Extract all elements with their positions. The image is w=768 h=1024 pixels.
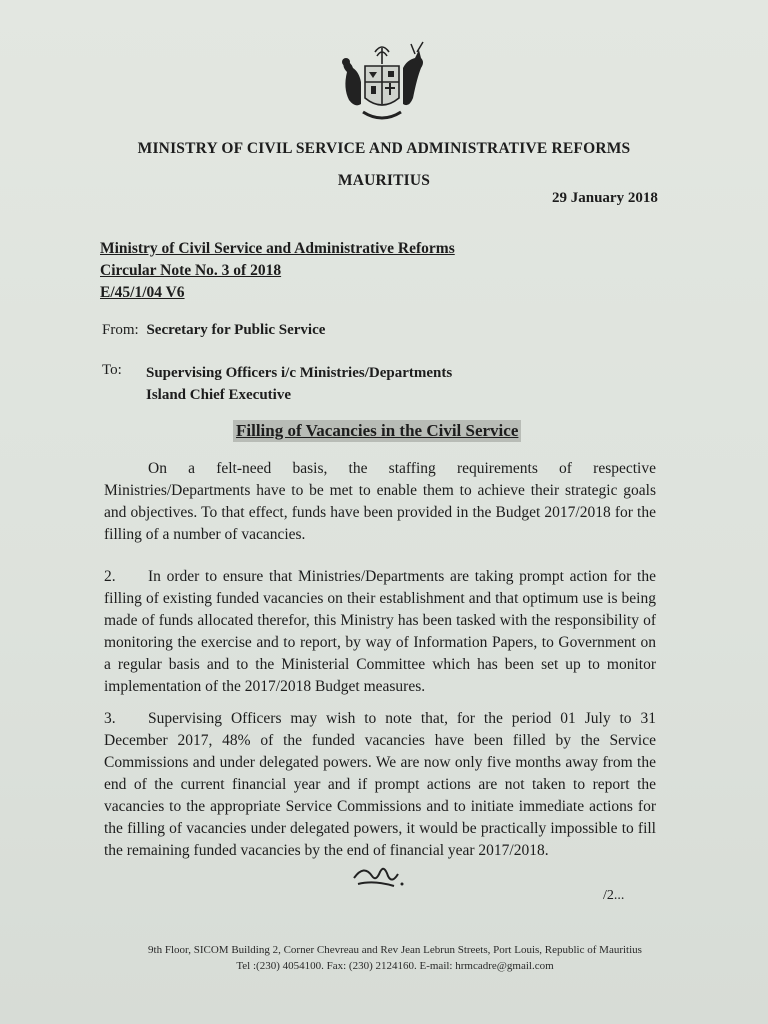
continuation-marker: /2... [603,888,625,903]
paragraph-2-number: 2. [104,568,116,585]
paragraph-1-text: On a felt-need basis, the staffing requirements of respective Ministries/Departments have to be met to enable them to achieve their strategic goals and objectives. To that effect, funds have been provided in the Budget 2017/2018 for the filling of a number of vacancies. [104,460,656,543]
recipient-2: Island Chief Executive [146,387,292,403]
circular-number: Circular Note No. 3 of 2018 [100,262,282,279]
coat-of-arms-emblem [333,38,431,130]
paragraph-3-number: 3. [104,710,116,727]
country-name: MAURITIUS [337,172,431,189]
paragraph-1 [104,458,656,546]
paragraph-3-text: Supervising Officers may wish to note that, for the period 01 July to 31 December 2017, 48% of the funded vacancies have been filled by the Service Commissions and under delegated powers. We are now only five months away from the end of the current financial year and if prompt actions are not taken to report the vacancies to the appropriate Service Commissions and to initiate immediate actions for the filling of vacancies under delegated powers, it would be practically impossible to fill the remaining funded vacancies by the end of financial year 2017/2018. [104,710,656,859]
recipients [146,362,452,406]
signature-mark [350,860,406,892]
subject-heading: Filling of Vacancies in the Civil Service [233,420,521,442]
from-line [102,322,325,339]
footer-address-line: 9th Floor, SICOM Building 2, Corner Chevreau and Rev Jean Lebrun Streets, Port Louis, Republic of Mauritius [148,944,642,956]
paragraph-3 [104,708,656,862]
file-reference: E/45/1/04 V6 [100,284,185,301]
paragraph-2-text: In order to ensure that Ministries/Departments are taking prompt action for the filling of existing funded vacancies on their establishment and that optimum use is being made of funds allocated therefor, this Ministry has been tasked with the responsibility of monitoring the exercise and to report, by way of Information Papers, to Government on a regular basis and to the Ministerial Committee which has been set up to monitor implementation of the 2017/2018 Budget measures. [104,568,656,695]
to-label: To: [102,362,122,378]
recipient-1: Supervising Officers i/c Ministries/Departments [146,365,453,381]
ministry-heading [0,140,768,190]
circular-reference [100,238,455,304]
letter-date: 29 January 2018 [552,190,658,206]
ministry-name: MINISTRY OF CIVIL SERVICE AND ADMINISTRATIVE REFORMS [137,140,631,157]
from-value: Secretary for Public Service [146,322,326,338]
circular-issuer: Ministry of Civil Service and Administrative Reforms [100,240,455,257]
paragraph-2 [104,566,656,698]
to-line [102,362,453,403]
from-label: From: [102,322,139,338]
footer-contact-line: Tel :(230) 4054100. Fax: (230) 2124160. E-mail: hrmcadre@gmail.com [236,960,554,972]
footer-address [0,942,768,974]
